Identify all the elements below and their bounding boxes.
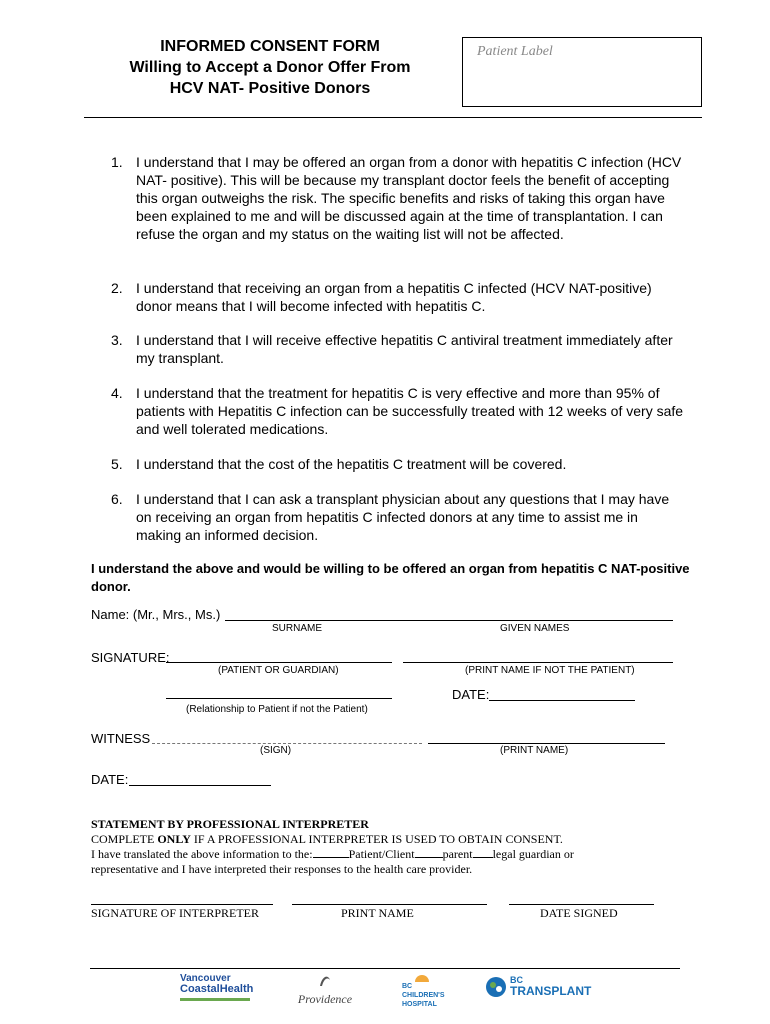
- interpreter-representative-line: representative and I have interpreted their responses to the health care provider.: [91, 862, 473, 876]
- surname-caption: SURNAME: [272, 623, 323, 634]
- patient-client-blank[interactable]: [313, 857, 349, 858]
- date-input-line[interactable]: [489, 700, 635, 701]
- print-name-if-not-patient-caption: (PRINT NAME IF NOT THE PATIENT): [465, 665, 635, 676]
- interpreter-complete-line: COMPLETE ONLY IF A PROFESSIONAL INTERPRETER IS USED TO OBTAIN CONSENT.: [91, 832, 563, 846]
- given-names-caption: GIVEN NAMES: [500, 623, 570, 634]
- title-line-3: HCV NAT- Positive Donors: [169, 80, 371, 97]
- sign-caption: (SIGN): [260, 745, 292, 756]
- signature-of-interpreter-caption: SIGNATURE OF INTERPRETER: [91, 906, 260, 920]
- print-name-input-line[interactable]: [403, 662, 673, 663]
- consent-item-1: 1. I understand that I may be offered an organ from a donor with hepatitis C infection (HCV NAT- positive). This will be because my transplant doctor feels the benefit of accepting this organ outweighs the risk. The specific benefits and risks of taking this organ have been explained to me and will be discussed again at the time of transplantation. I can refuse the organ and my status on the waiting list will not be affected.: [111, 154, 682, 242]
- consent-item-4: 4. I understand that the treatment for hepatitis C is very effective and more than 95% of patients with Hepatitis C infection can be successfully treated with 12 weeks of very safe and well tolerated medications.: [111, 385, 684, 437]
- interpreter-date-line[interactable]: [509, 904, 654, 905]
- name-label: Name: (Mr., Mrs., Ms.): [91, 607, 221, 622]
- witness-print-name-line[interactable]: [428, 743, 665, 744]
- providence-logo: Providence: [290, 972, 360, 1008]
- date-input-line-2[interactable]: [129, 785, 271, 786]
- title-line-2: Willing to Accept a Donor Offer From: [129, 59, 411, 76]
- signature-label: SIGNATURE:: [91, 650, 170, 665]
- header-divider: [84, 117, 702, 118]
- consent-item-6: 6. I understand that I can ask a transplant physician about any questions that I may have on receiving an organ from hepatitis C infected donors at any time to assist me in making an informed decision.: [111, 491, 670, 543]
- patient-or-guardian-caption: (PATIENT OR GUARDIAN): [218, 665, 339, 676]
- name-input-line[interactable]: [225, 620, 673, 621]
- relationship-input-line[interactable]: [166, 698, 392, 699]
- agreement-statement: I understand the above and would be willing to be offered an organ from hepatitis C NAT-positive donor.: [91, 561, 690, 594]
- parent-blank[interactable]: [415, 857, 443, 858]
- form-title: [90, 36, 450, 99]
- patient-label-box: [462, 37, 702, 107]
- consent-item-2: 2. I understand that receiving an organ from a hepatitis C infected (HCV NAT-positive) donor means that I will become infected with hepatitis C.: [111, 280, 652, 314]
- title-line-1: INFORMED CONSENT FORM: [160, 38, 380, 55]
- bc-transplant-mark-icon: [484, 975, 508, 999]
- legal-guardian-blank[interactable]: [473, 857, 493, 858]
- consent-item-3: 3. I understand that I will receive effective hepatitis C antiviral treatment immediately after my transplant.: [111, 332, 673, 366]
- bc-transplant-logo: BC TRANSPLANT: [484, 975, 589, 1001]
- signature-input-line[interactable]: [166, 662, 392, 663]
- interpreter-translated-line: I have translated the above information to the: Patient/Client parent legal guardian or: [91, 847, 574, 861]
- interpreter-signature-line[interactable]: [91, 904, 273, 905]
- date-label-2: DATE:: [91, 772, 129, 787]
- bc-childrens-hospital-logo: BC CHILDREN'S HOSPITAL: [402, 972, 452, 1009]
- vch-logo-stripe: [180, 998, 250, 1001]
- providence-mark-icon: [318, 972, 332, 988]
- date-label: DATE:: [452, 687, 490, 702]
- patient-label-text: Patient Label: [477, 44, 553, 59]
- witness-label: WITNESS: [91, 731, 151, 746]
- sun-icon: [402, 972, 442, 982]
- interpreter-heading: STATEMENT BY PROFESSIONAL INTERPRETER: [91, 817, 369, 831]
- relationship-caption: (Relationship to Patient if not the Patient): [186, 704, 368, 715]
- interpreter-print-name-line[interactable]: [292, 904, 487, 905]
- vch-logo: Vancouver CoastalHealth: [180, 973, 260, 1001]
- print-name-caption: (PRINT NAME): [500, 745, 569, 756]
- footer-divider: [90, 968, 680, 969]
- interpreter-print-name-caption: PRINT NAME: [341, 906, 414, 920]
- witness-sign-line[interactable]: [152, 743, 422, 744]
- consent-item-5: 5. I understand that the cost of the hepatitis C treatment will be covered.: [111, 456, 567, 472]
- date-signed-caption: DATE SIGNED: [540, 906, 618, 920]
